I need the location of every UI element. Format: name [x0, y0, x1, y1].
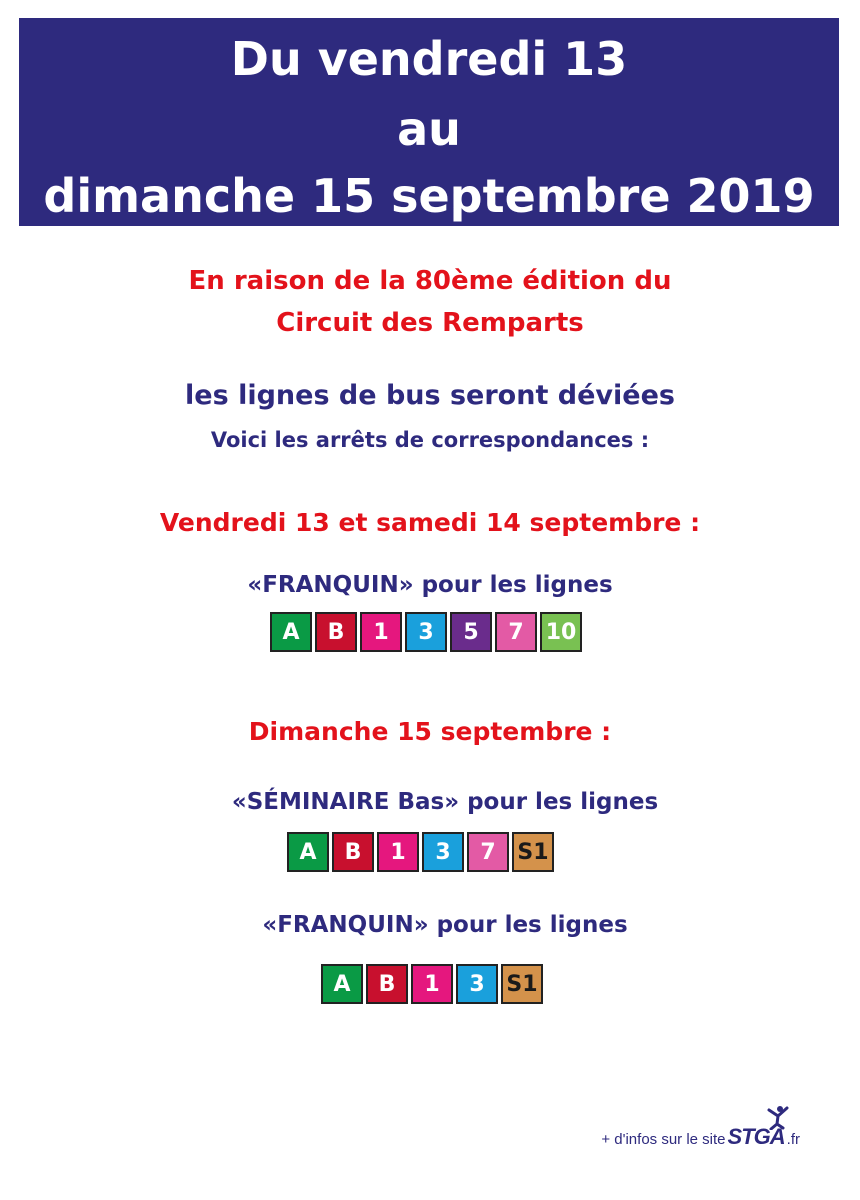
banner-line-2: au	[397, 102, 461, 156]
reason-line-2: Circuit des Remparts	[276, 308, 584, 338]
line-badge-10: 10	[540, 612, 582, 652]
deviation-text: les lignes de bus seront déviées	[185, 380, 675, 411]
line-badge-s1: S1	[501, 964, 543, 1004]
line-badge-b: B	[366, 964, 408, 1004]
line-badge-3: 3	[456, 964, 498, 1004]
stga-logo[interactable]	[728, 1126, 785, 1148]
sunday-line-badges-1	[287, 832, 554, 872]
line-badge-3: 3	[422, 832, 464, 872]
friday-stop: «FRANQUIN» pour les lignes	[247, 572, 613, 598]
sunday-stop-2: «FRANQUIN» pour les lignes	[262, 912, 628, 938]
line-badge-1: 1	[411, 964, 453, 1004]
logo-text: STGA	[727, 1124, 785, 1149]
line-badge-a: A	[321, 964, 363, 1004]
friday-line-badges	[270, 612, 582, 652]
line-badge-7: 7	[467, 832, 509, 872]
line-badge-1: 1	[377, 832, 419, 872]
line-badge-s1: S1	[512, 832, 554, 872]
line-badge-a: A	[270, 612, 312, 652]
line-badge-1: 1	[360, 612, 402, 652]
line-badge-b: B	[332, 832, 374, 872]
sunday-heading: Dimanche 15 septembre :	[248, 717, 612, 746]
stops-intro: Voici les arrêts de correspondances :	[210, 428, 650, 452]
line-badge-a: A	[287, 832, 329, 872]
sunday-stop-1: «SÉMINAIRE Bas» pour les lignes	[231, 789, 659, 815]
line-badge-b: B	[315, 612, 357, 652]
banner-line-1: Du vendredi 13	[230, 32, 628, 86]
banner-line-3: dimanche 15 septembre 2019	[43, 169, 815, 223]
line-badge-5: 5	[450, 612, 492, 652]
footer-suffix: .fr	[786, 1131, 800, 1148]
footer-info	[601, 1126, 800, 1148]
line-badge-7: 7	[495, 612, 537, 652]
jumping-figure-icon	[765, 1104, 791, 1130]
line-badge-3: 3	[405, 612, 447, 652]
date-banner	[19, 18, 839, 226]
friday-heading: Vendredi 13 et samedi 14 septembre :	[159, 508, 701, 537]
sunday-line-badges-2	[321, 964, 543, 1004]
footer-text: + d'infos sur le site	[601, 1131, 726, 1148]
reason-line-1: En raison de la 80ème édition du	[188, 266, 672, 296]
